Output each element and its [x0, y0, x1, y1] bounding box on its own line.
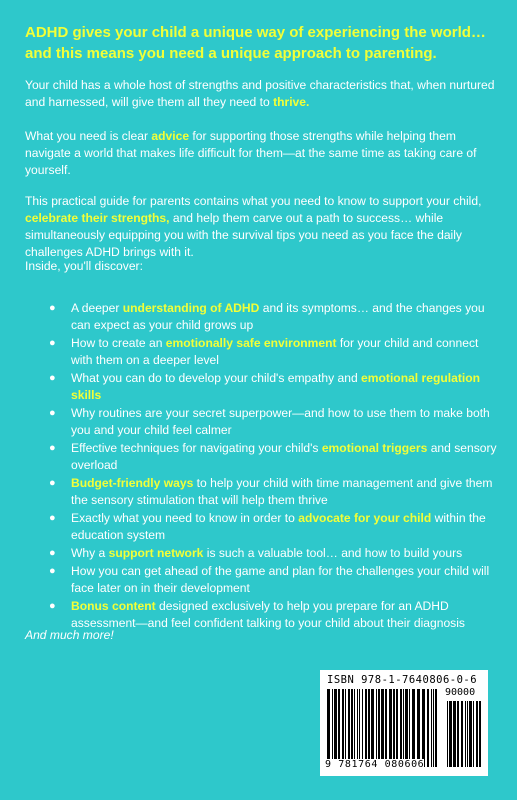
paragraph-text: for supporting those strengths while helping them navigate a world that makes life difficult for them—at the same time as taking care of yourself.	[25, 129, 477, 177]
bullet-icon: ●	[49, 547, 56, 559]
barcode-stripe	[449, 701, 452, 767]
barcode-stripe	[476, 701, 478, 767]
barcode-stripe	[461, 701, 463, 767]
barcode-stripe	[473, 701, 474, 767]
list-item	[0, 440, 517, 474]
closing-text: And much more!	[25, 628, 114, 642]
list-item	[0, 510, 517, 544]
barcode-stripe	[396, 689, 398, 767]
barcode-stripe	[433, 689, 434, 767]
list-item	[0, 563, 517, 597]
barcode-stripe	[435, 689, 437, 767]
barcode-stripe	[362, 689, 363, 767]
item-text: and sensory overload	[71, 441, 497, 472]
bullet-icon: ●	[49, 565, 56, 577]
barcode-stripe	[417, 689, 420, 767]
barcode-stripe	[465, 701, 466, 767]
isbn-label: ISBN 978-1-7640806-0-6	[327, 674, 478, 686]
barcode-stripe	[447, 701, 448, 767]
paragraph-advice	[25, 128, 495, 179]
barcode-stripe	[389, 689, 392, 767]
barcode-stripe	[393, 689, 395, 767]
barcode-stripe	[453, 701, 456, 767]
headline-line-1: ADHD gives your child a unique way of experiencing the world…	[25, 24, 486, 41]
item-highlight: support network	[108, 546, 204, 560]
barcode-stripe	[368, 689, 370, 767]
item-text: How you can get ahead of the game and plan for the challenges your child will face later on in their development	[71, 564, 490, 595]
bullet-icon: ●	[49, 337, 56, 349]
highlight-thrive: thrive.	[273, 95, 310, 109]
barcode-stripe	[338, 689, 340, 767]
list-item	[0, 545, 517, 562]
barcode-stripe	[427, 689, 429, 767]
barcode-stripe	[457, 701, 459, 767]
barcode-stripe	[467, 701, 468, 767]
barcode-addon-bars	[447, 701, 483, 767]
barcode-stripe	[378, 689, 380, 767]
barcode-stripe	[371, 689, 374, 767]
item-text: Why routines are your secret superpower—and how to use them to make both you and your child feel calmer	[71, 406, 490, 437]
bullet-icon: ●	[49, 600, 56, 612]
item-highlight: understanding of ADHD	[122, 301, 260, 315]
item-text: A deeper	[71, 301, 123, 315]
paragraph-inside: Inside, you'll discover:	[25, 259, 143, 273]
bullet-icon: ●	[49, 302, 56, 314]
bullet-icon: ●	[49, 442, 56, 454]
item-text: What you can do to develop your child's empathy and	[71, 371, 362, 385]
barcode-stripe	[381, 689, 384, 767]
barcode-stripe	[342, 689, 344, 767]
item-highlight: advocate for your child	[298, 511, 432, 525]
barcode-stripe	[351, 689, 353, 767]
item-highlight: emotional triggers	[321, 441, 428, 455]
item-text: within the education system	[71, 511, 486, 542]
item-text: designed exclusively to help you prepare for an ADHD assessment—and feel confident talking to your child about their diagnosis	[71, 599, 465, 630]
barcode-stripe	[469, 701, 472, 767]
item-highlight: emotional regulation skills	[71, 371, 480, 402]
paragraph-text: and help them carve out a path to success… while simultaneously equipping you with the survival tips you need as you face the daily challenges ADHD brings with it.	[25, 211, 462, 259]
item-text: to help your child with time management and give them the sensory stimulation that will help them thrive	[71, 476, 493, 507]
item-text: and its symptoms… and the changes you can expect as your child grows up	[71, 301, 485, 332]
barcode-stripe	[376, 689, 377, 767]
barcode-stripe	[403, 689, 404, 767]
list-item	[0, 405, 517, 439]
bullet-icon: ●	[49, 407, 56, 419]
barcode-stripe	[348, 689, 350, 767]
item-highlight: Budget-friendly ways	[71, 476, 194, 490]
list-item	[0, 300, 517, 334]
item-highlight: Bonus content	[71, 599, 156, 613]
barcode-bars	[327, 689, 439, 767]
barcode-stripe	[365, 689, 367, 767]
highlight-celebrate: celebrate their strengths,	[25, 211, 170, 225]
item-text: Effective techniques for navigating your child's	[71, 441, 322, 455]
item-text: Why a	[71, 546, 109, 560]
item-highlight: emotionally safe environment	[165, 336, 337, 350]
list-item	[0, 598, 517, 632]
highlight-advice: advice	[151, 129, 190, 143]
headline-line-2: and this means you need a unique approach to parenting.	[25, 45, 437, 62]
bullet-icon: ●	[49, 477, 56, 489]
barcode-stripe	[431, 689, 432, 767]
item-text: for your child and connect with them on a deeper level	[71, 336, 479, 367]
list-item	[0, 475, 517, 509]
barcode-stripe	[400, 689, 402, 767]
barcode-stripe	[479, 701, 481, 767]
barcode-stripe	[412, 689, 415, 767]
barcode-stripe	[385, 689, 387, 767]
paragraph-text: What you need is clear	[25, 129, 152, 143]
bullet-icon: ●	[49, 372, 56, 384]
barcode-stripe	[354, 689, 355, 767]
barcode-stripe	[409, 689, 410, 767]
paragraph-text: Your child has a whole host of strengths and positive characteristics that, when nurtured and harnessed, will give them all they need to	[25, 78, 495, 109]
barcode-stripe	[422, 689, 425, 767]
list-item	[0, 335, 517, 369]
discover-list	[0, 300, 517, 633]
paragraph-strengths	[25, 77, 495, 111]
barcode-addon-number: 90000	[445, 687, 476, 698]
bullet-icon: ●	[49, 512, 56, 524]
paragraph-text: This practical guide for parents contains what you need to know to support your child,	[25, 194, 482, 208]
barcode-stripe	[327, 689, 330, 767]
barcode-stripe	[357, 689, 358, 767]
barcode-stripe	[334, 689, 337, 767]
barcode-number: 9 781764 080606	[325, 759, 425, 770]
barcode-stripe	[359, 689, 360, 767]
paragraph-guide	[25, 193, 495, 261]
item-text: Exactly what you need to know in order to	[71, 511, 299, 525]
barcode-stripe	[332, 689, 333, 767]
headline	[25, 22, 500, 64]
item-text: How to create an	[71, 336, 166, 350]
isbn-barcode	[320, 670, 488, 776]
list-item	[0, 370, 517, 404]
barcode-stripe	[345, 689, 346, 767]
item-text: is such a valuable tool… and how to build yours	[203, 546, 463, 560]
barcode-stripe	[405, 689, 408, 767]
